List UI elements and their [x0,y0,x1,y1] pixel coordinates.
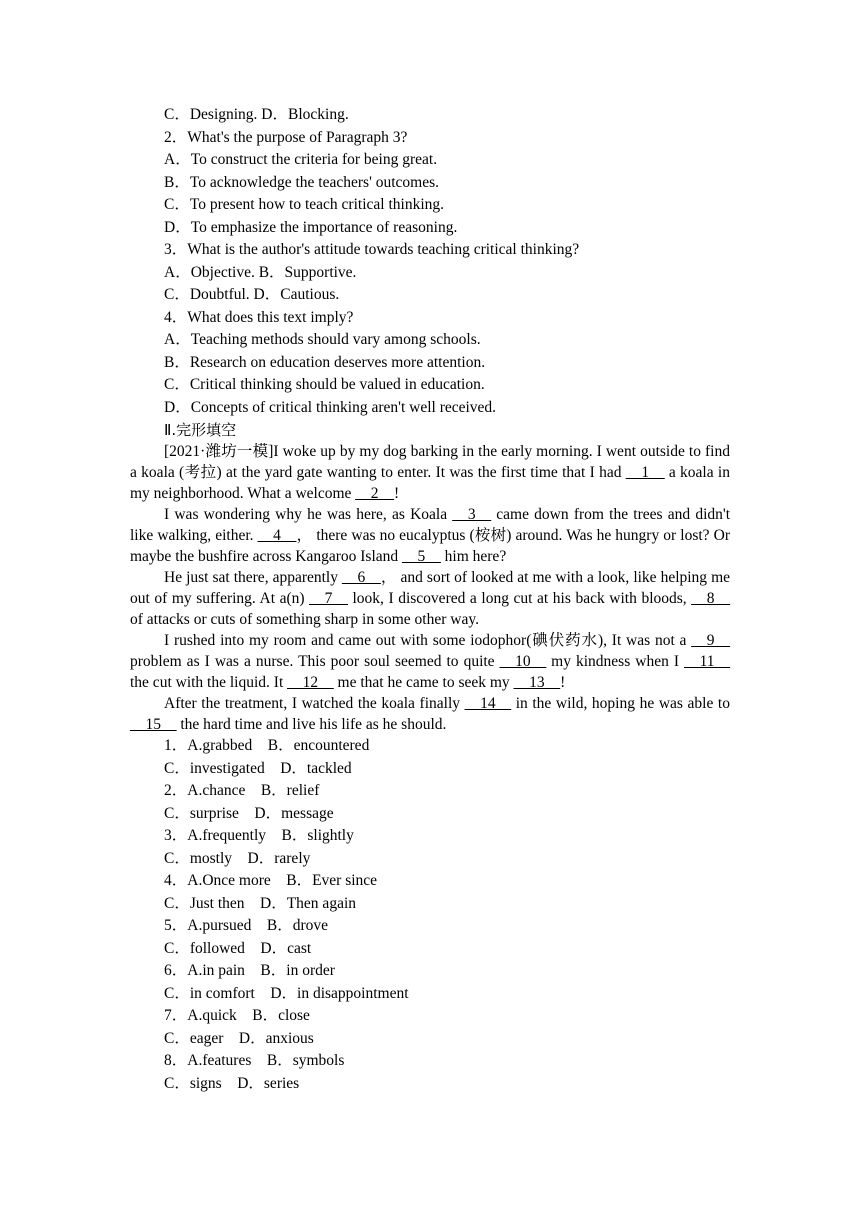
passage-paragraph-1 [130,441,730,504]
passage-paragraph-4 [130,630,730,693]
passage-text: I rushed into my room and came out with some iodophor(碘伏药水), It was not a [164,632,692,649]
cloze-blank-14: __14__ [464,695,512,712]
cloze-option-line: C．mostly D．rarely [164,849,311,867]
reading-option-line: A．To construct the criteria for being great. [164,151,438,168]
question-4: 4．What does this text imply? [164,308,354,326]
passage-paragraph-5 [130,693,730,735]
cloze-blank-4: __4__ [257,527,297,544]
cloze-option-line: C．surprise D．message [164,804,334,822]
passage-paragraph-3 [130,567,730,630]
passage-text: of attacks or cuts of something sharp in some other way. [130,611,479,628]
cloze-option-line: C．followed D．cast [164,939,312,957]
cloze-option-line: 1．A.grabbed B．encountered [164,737,370,754]
cloze-blank-7: __7__ [309,590,348,607]
reading-option-line: B．To acknowledge the teachers' outcomes. [164,173,440,191]
cloze-blank-15: __15__ [130,716,177,733]
section-heading: Ⅱ.完形填空 [164,421,237,439]
passage-text: my kindness when I [546,653,685,670]
cloze-blank-3: __3__ [452,506,492,523]
reading-option-line: A．Teaching methods should vary among schools. [164,331,481,348]
cloze-option-line: 8．A.features B．symbols [164,1052,345,1069]
reading-option-line: C．Doubtful. D．Cautious. [164,286,340,303]
passage-text: in the wild, hoping he was able to [511,695,730,712]
reading-option-line: D．To emphasize the importance of reasoning. [164,218,458,236]
document-page [130,104,730,1095]
cloze-option-line: C．investigated D．tackled [164,759,352,777]
passage-text: problem as I was a nurse. This poor soul seemed to quite [130,653,500,670]
cloze-blank-12: __12__ [287,674,334,691]
cloze-option-line: 7．A.quick B．close [164,1007,310,1024]
passage-text: I was wondering why he was here, as Koala [164,506,453,523]
cloze-option-line: C．eager D．anxious [164,1029,314,1047]
cloze-option-line: 6．A.in pain B．in order [164,962,335,979]
reading-option-line: C．To present how to teach critical thinking. [164,196,444,213]
passage-text: After the treatment, I watched the koala finally [164,695,465,712]
cloze-blank-2: __2__ [355,485,395,502]
passage-text: He just sat there, apparently [164,569,342,586]
cloze-option-line: 4．A.Once more B．Ever since [164,872,378,889]
cloze-option-line: C．in comfort D．in disappointment [164,984,409,1002]
cloze-blank-11: __11__ [684,653,730,670]
passage-text: ! [394,485,400,502]
cloze-option-line: C．signs D．series [164,1074,300,1092]
cloze-option-line: 2．A.chance B．relief [164,782,320,799]
cloze-blank-10: __10__ [499,653,547,670]
passage-text: ， and sort of looked at me with a look, like helping me out of my suffering. At a(n) [130,569,731,607]
passage-text: ， there was no eucalyptus (桉树) around. Was he hungry or lost? Or maybe the bushfire across Kangaroo Island [130,527,730,565]
passage-text: [2021·潍坊一模]I woke up by my dog barking in the early morning. I went outside to find a koala (考拉) at the yard gate wanting to enter. It was the first time that I had [130,443,730,481]
question-3: 3．What is the author's attitude towards teaching critical thinking? [164,241,580,258]
cloze-option-line: 3．A.frequently B．slightly [164,827,354,844]
passage-text: came down from the trees and didn't like walking, either. [130,506,730,544]
passage-text: him here? [440,548,507,565]
cloze-blank-13: __13__ [513,674,561,691]
passage-text: a koala in my neighborhood. What a welcome [130,464,730,502]
passage-text: me that he came to seek my [333,674,514,691]
reading-option-line: C．Designing. D．Blocking. [164,106,349,123]
reading-option-line: D．Concepts of critical thinking aren't well received. [164,398,497,416]
passage-text: the cut with the liquid. It [130,674,288,691]
cloze-option-line: C．Just then D．Then again [164,894,357,912]
passage-text: look, I discovered a long cut at his back with bloods, [347,590,692,607]
cloze-blank-6: __6__ [342,569,381,586]
passage-paragraph-2 [130,504,730,567]
cloze-blank-8: __8__ [691,590,730,607]
reading-option-line: A．Objective. B．Supportive. [164,263,357,281]
cloze-blank-9: __9__ [691,632,730,649]
passage-text: the hard time and live his life as he should. [176,716,447,733]
reading-option-line: C．Critical thinking should be valued in education. [164,376,485,393]
cloze-blank-1: __1__ [625,464,665,481]
reading-option-line: B．Research on education deserves more attention. [164,353,486,371]
cloze-blank-5: __5__ [402,548,441,565]
cloze-option-line: 5．A.pursued B．drove [164,917,329,934]
question-2: 2．What's the purpose of Paragraph 3? [164,128,408,146]
passage-text: ! [560,674,566,691]
